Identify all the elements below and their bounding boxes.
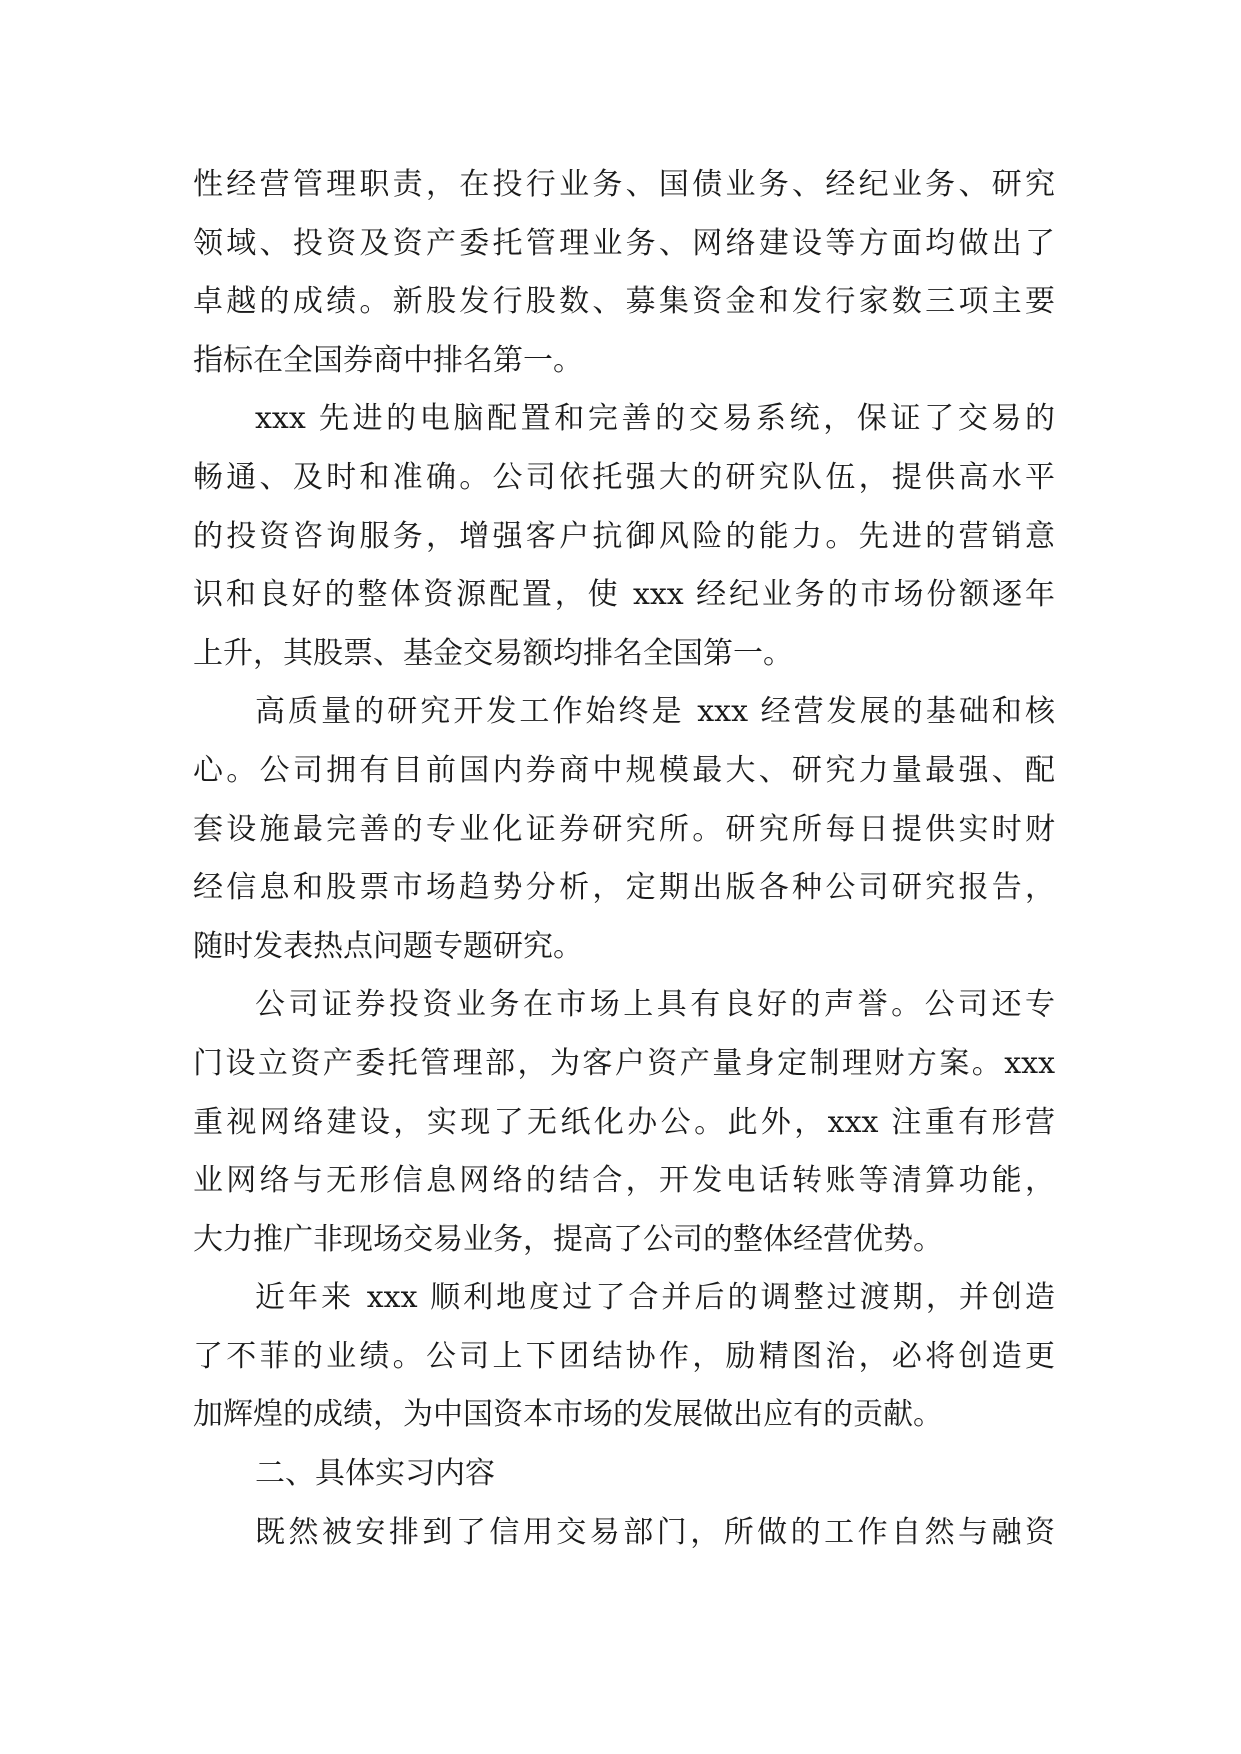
text-line: 心。公司拥有目前国内券商中规模最大、研究力量最强、配: [193, 752, 1055, 788]
text-line: 业网络与无形信息网络的结合，开发电话转账等清算功能，: [193, 1163, 1055, 1199]
text-line: 大力推广非现场交易业务，提高了公司的整体经营优势。: [193, 1221, 943, 1257]
text-line: 识和良好的整体资源配置，使 xxx 经纪业务的市场份额逐年: [193, 577, 1055, 613]
paragraph-first-line: 高质量的研究开发工作始终是 xxx 经营发展的基础和核: [255, 694, 1055, 730]
document-body: [193, 156, 1055, 1562]
paragraph-first-line: 近年来 xxx 顺利地度过了合并后的调整过渡期，并创造: [255, 1280, 1055, 1316]
text-line: 畅通、及时和准确。公司依托强大的研究队伍，提供高水平: [193, 459, 1055, 495]
text-line: 卓越的成绩。新股发行股数、募集资金和发行家数三项主要: [193, 284, 1055, 320]
paragraph-first-line: 公司证券投资业务在市场上具有良好的声誉。公司还专: [255, 987, 1055, 1023]
text-line: 加辉煌的成绩，为中国资本市场的发展做出应有的贡献。: [193, 1397, 943, 1433]
text-line: 的投资咨询服务，增强客户抗御风险的能力。先进的营销意: [193, 518, 1055, 554]
text-line: 性经营管理职责，在投行业务、国债业务、经纪业务、研究: [193, 167, 1055, 202]
text-line: 门设立资产委托管理部，为客户资产量身定制理财方案。xxx: [193, 1045, 1055, 1081]
text-line: 重视网络建设，实现了无纸化办公。此外，xxx 注重有形营: [193, 1104, 1055, 1140]
text-line: 了不菲的业绩。公司上下团结协作，励精图治，必将创造更: [193, 1338, 1055, 1374]
text-line: 领域、投资及资产委托管理业务、网络建设等方面均做出了: [193, 225, 1055, 261]
section-heading: 二、具体实习内容: [255, 1456, 495, 1492]
paragraph-first-line: 既然被安排到了信用交易部门，所做的工作自然与融资: [255, 1514, 1055, 1550]
text-line: 套设施最完善的专业化证券研究所。研究所每日提供实时财: [193, 811, 1055, 847]
text-line: 随时发表热点问题专题研究。: [193, 928, 583, 964]
text-line: 指标在全国券商中排名第一。: [193, 342, 583, 378]
text-line: 经信息和股票市场趋势分析，定期出版各种公司研究报告，: [193, 870, 1055, 906]
text-line: 上升，其股票、基金交易额均排名全国第一。: [193, 635, 793, 671]
paragraph-first-line: xxx 先进的电脑配置和完善的交易系统，保证了交易的: [255, 401, 1055, 437]
